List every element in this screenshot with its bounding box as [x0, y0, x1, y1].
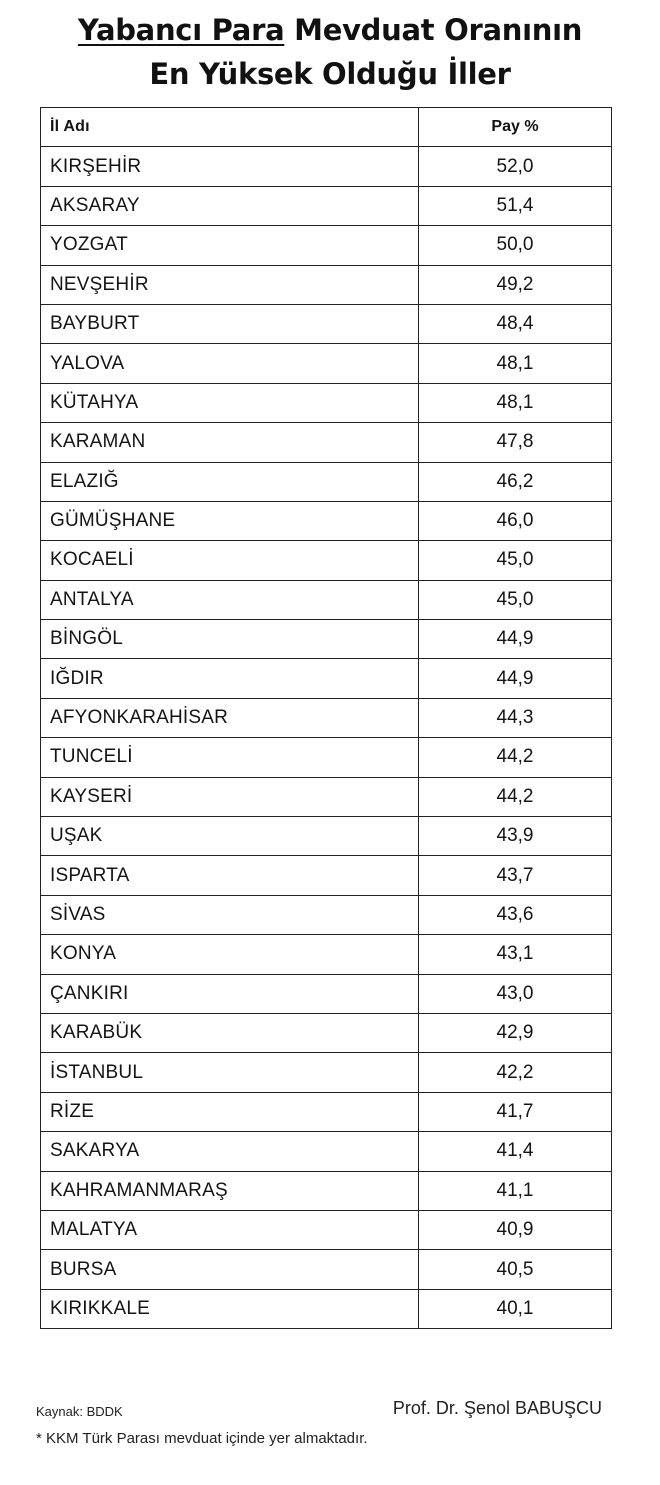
share-value: 48,1 — [419, 344, 612, 383]
share-value: 48,1 — [419, 383, 612, 422]
table-row — [41, 777, 612, 816]
province-name: KOCAELİ — [41, 541, 419, 580]
province-name: RİZE — [41, 1092, 419, 1131]
share-value: 50,0 — [419, 226, 612, 265]
kkm-footnote: * KKM Türk Parası mevduat içinde yer almaktadır. — [36, 1430, 368, 1447]
province-name: YALOVA — [41, 344, 419, 383]
table-row — [41, 1289, 612, 1328]
table-row — [41, 462, 612, 501]
table-row — [41, 1053, 612, 1092]
table-row — [41, 659, 612, 698]
table-row — [41, 383, 612, 422]
title-line-1 — [0, 8, 660, 52]
table-row — [41, 935, 612, 974]
page-title — [0, 8, 660, 96]
share-value: 41,4 — [419, 1132, 612, 1171]
share-value: 45,0 — [419, 580, 612, 619]
province-name: SİVAS — [41, 895, 419, 934]
province-name: ÇANKIRI — [41, 974, 419, 1013]
share-value: 46,0 — [419, 501, 612, 540]
share-value: 41,1 — [419, 1171, 612, 1210]
province-name: NEVŞEHİR — [41, 265, 419, 304]
table-row — [41, 1210, 612, 1249]
province-name: KIRIKKALE — [41, 1289, 419, 1328]
province-name: ISPARTA — [41, 856, 419, 895]
share-value: 43,7 — [419, 856, 612, 895]
table-row — [41, 186, 612, 225]
table-row — [41, 265, 612, 304]
table-row — [41, 1171, 612, 1210]
header-province: İl Adı — [41, 108, 419, 147]
share-value: 41,7 — [419, 1092, 612, 1131]
share-value: 48,4 — [419, 304, 612, 343]
share-value: 44,3 — [419, 698, 612, 737]
province-name: BİNGÖL — [41, 620, 419, 659]
share-value: 42,9 — [419, 1013, 612, 1052]
share-value: 45,0 — [419, 541, 612, 580]
table-row — [41, 147, 612, 186]
table-row — [41, 895, 612, 934]
province-name: BAYBURT — [41, 304, 419, 343]
share-value: 43,6 — [419, 895, 612, 934]
share-value: 43,1 — [419, 935, 612, 974]
share-value: 52,0 — [419, 147, 612, 186]
share-value: 40,1 — [419, 1289, 612, 1328]
table-row — [41, 1132, 612, 1171]
table-row — [41, 541, 612, 580]
share-value: 46,2 — [419, 462, 612, 501]
share-value: 44,9 — [419, 659, 612, 698]
share-value: 44,2 — [419, 738, 612, 777]
province-name: TUNCELİ — [41, 738, 419, 777]
province-name: UŞAK — [41, 817, 419, 856]
province-name: BURSA — [41, 1250, 419, 1289]
province-name: MALATYA — [41, 1210, 419, 1249]
table-row — [41, 344, 612, 383]
title-underlined-part: Yabancı Para — [77, 13, 285, 47]
table-header-row — [41, 108, 612, 147]
province-name: IĞDIR — [41, 659, 419, 698]
province-name: AFYONKARAHİSAR — [41, 698, 419, 737]
share-value: 40,9 — [419, 1210, 612, 1249]
province-name: KARAMAN — [41, 423, 419, 462]
province-name: İSTANBUL — [41, 1053, 419, 1092]
province-name: ANTALYA — [41, 580, 419, 619]
share-value: 49,2 — [419, 265, 612, 304]
title-rest-part: Mevduat Oranının — [284, 13, 583, 47]
province-name: KIRŞEHİR — [41, 147, 419, 186]
share-value: 44,2 — [419, 777, 612, 816]
share-value: 43,9 — [419, 817, 612, 856]
table-row — [41, 423, 612, 462]
share-value: 42,2 — [419, 1053, 612, 1092]
table-row — [41, 620, 612, 659]
title-line-2: En Yüksek Olduğu İller — [149, 57, 511, 91]
province-name: KARABÜK — [41, 1013, 419, 1052]
table-row — [41, 738, 612, 777]
header-share: Pay % — [419, 108, 612, 147]
province-name: KAYSERİ — [41, 777, 419, 816]
source-note: Kaynak: BDDK — [36, 1404, 123, 1419]
author-name: Prof. Dr. Şenol BABUŞCU — [392, 1398, 602, 1418]
table-row — [41, 1013, 612, 1052]
share-value: 40,5 — [419, 1250, 612, 1289]
table-row — [41, 580, 612, 619]
table-row — [41, 226, 612, 265]
province-name: GÜMÜŞHANE — [41, 501, 419, 540]
table-row — [41, 304, 612, 343]
table-row — [41, 856, 612, 895]
table-row — [41, 501, 612, 540]
province-name: SAKARYA — [41, 1132, 419, 1171]
share-value: 44,9 — [419, 620, 612, 659]
share-value: 43,0 — [419, 974, 612, 1013]
table-row — [41, 698, 612, 737]
province-share-table — [40, 107, 612, 1329]
province-name: KÜTAHYA — [41, 383, 419, 422]
province-name: AKSARAY — [41, 186, 419, 225]
table-row — [41, 1092, 612, 1131]
share-value: 51,4 — [419, 186, 612, 225]
share-value: 47,8 — [419, 423, 612, 462]
province-name: ELAZIĞ — [41, 462, 419, 501]
table-row — [41, 817, 612, 856]
province-name: KAHRAMANMARAŞ — [41, 1171, 419, 1210]
table-row — [41, 974, 612, 1013]
province-name: YOZGAT — [41, 226, 419, 265]
table-row — [41, 1250, 612, 1289]
province-name: KONYA — [41, 935, 419, 974]
